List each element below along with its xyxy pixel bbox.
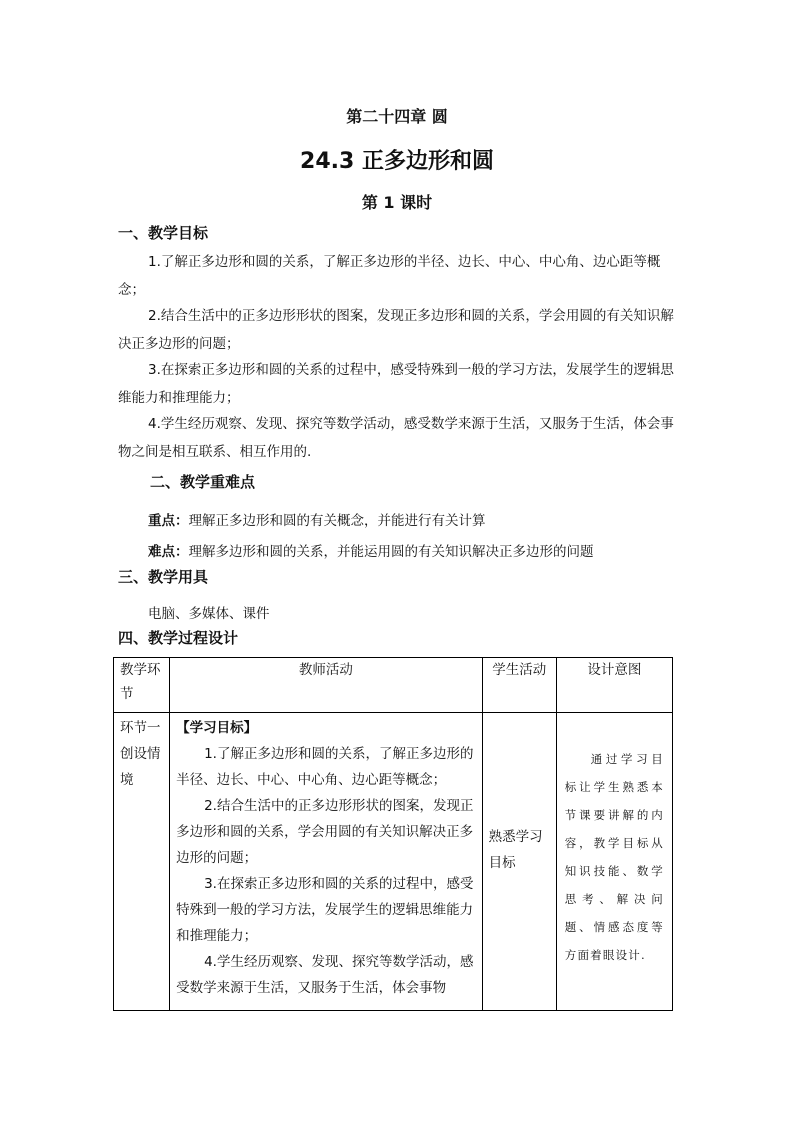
keypoints-heading: 二、教学重难点 — [150, 473, 256, 491]
key-text: 理解正多边形和圆的有关概念，并能进行有关计算 — [188, 513, 486, 529]
header-student: 学生活动 — [482, 658, 556, 713]
goal-4: 4.学生经历观察、发现、探究等数学活动，感受数学来源于生活，又服务于生活，体会事物之间是相互联系、相互作用的. — [118, 416, 674, 460]
teacher-heading: 【学习目标】 — [176, 720, 258, 736]
header-teacher: 教师活动 — [170, 658, 483, 713]
lesson-title: 24.3 正多边形和圆 — [300, 149, 494, 174]
teacher-item-3: 3.在探索正多边形和圆的关系的过程中，感受特殊到一般的学习方法，发展学生的逻辑思维能力和推理能力； — [176, 876, 474, 944]
goal-3: 3.在探索正多边形和圆的关系的过程中，感受特殊到一般的学习方法，发展学生的逻辑思维能力和推理能力； — [118, 362, 674, 406]
lesson-period: 第 1 课时 — [361, 193, 433, 212]
teacher-activity-cell — [170, 713, 483, 1011]
header-intent: 设计意图 — [556, 658, 672, 713]
student-activity-cell: 熟悉学习目标 — [482, 713, 556, 1011]
design-intent-text: 通过学习目标让学生熟悉本节课要讲解的内容，教学目标从知识技能、数学思考、解决问题、情感态度等方面着眼设计. — [564, 751, 664, 962]
teacher-item-2: 2.结合生活中的正多边形形状的图案，发现正多边形和圆的关系，学会用圆的有关知识解决正多边形的问题； — [176, 798, 474, 866]
teacher-item-4: 4.学生经历观察、发现、探究等数学活动，感受数学来源于生活，又服务于生活，体会事物 — [176, 954, 474, 996]
key-label: 重点： — [148, 513, 189, 529]
table-row — [114, 713, 673, 1011]
difficulty-label: 难点： — [148, 544, 189, 560]
table-header-row — [114, 658, 673, 713]
stage-cell: 环节一创设情境 — [114, 713, 170, 1011]
goals-heading: 一、教学目标 — [118, 224, 209, 242]
tools-heading: 三、教学用具 — [118, 568, 209, 586]
difficulty-text: 理解多边形和圆的关系，并能运用圆的有关知识解决正多边形的问题 — [188, 544, 594, 560]
teacher-item-1: 1.了解正多边形和圆的关系，了解正多边形的半径、边长、中心、中心角、边心距等概念； — [176, 746, 474, 788]
key-point — [148, 509, 486, 529]
chapter-title: 第二十四章 圆 — [346, 107, 448, 126]
tools-text: 电脑、多媒体、课件 — [148, 606, 270, 622]
goal-2: 2.结合生活中的正多边形形状的图案，发现正多边形和圆的关系，学会用圆的有关知识解决正多边形的问题； — [118, 308, 674, 352]
difficulty-point — [148, 540, 594, 560]
process-table — [113, 657, 673, 1011]
goal-1: 1.了解正多边形和圆的关系，了解正多边形的半径、边长、中心、中心角、边心距等概念； — [118, 254, 661, 298]
process-heading: 四、教学过程设计 — [118, 629, 239, 647]
design-intent-cell — [556, 713, 672, 1011]
header-stage: 教学环节 — [114, 658, 170, 713]
